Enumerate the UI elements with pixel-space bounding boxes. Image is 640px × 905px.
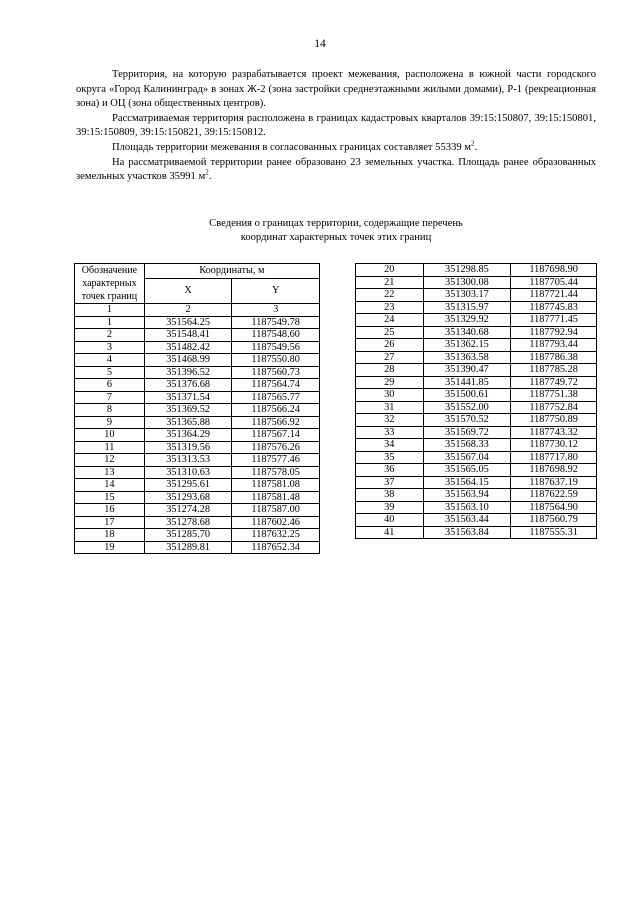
column-number: 3 <box>232 304 320 317</box>
point-number: 33 <box>356 426 424 439</box>
table-row <box>356 414 597 427</box>
x-coordinate: 351570.52 <box>423 414 511 427</box>
x-coordinate: 351285.70 <box>144 529 232 542</box>
table-row <box>75 466 320 479</box>
y-coordinate: 1187793.44 <box>511 339 597 352</box>
point-number: 16 <box>75 504 145 517</box>
designation-header: Обозначение характерных точек границ <box>75 264 145 304</box>
x-coordinate: 351548.41 <box>144 329 232 342</box>
x-coordinate: 351552.00 <box>423 401 511 414</box>
table-row <box>356 289 597 302</box>
table-row <box>75 529 320 542</box>
x-coordinate: 351278.68 <box>144 516 232 529</box>
point-number: 40 <box>356 514 424 527</box>
y-coordinate: 1187566.24 <box>232 404 320 417</box>
x-coordinate: 351295.61 <box>144 479 232 492</box>
column-number: 1 <box>75 304 145 317</box>
x-coordinate: 351363.58 <box>423 351 511 364</box>
x-coordinate: 351563.10 <box>423 501 511 514</box>
point-number: 28 <box>356 364 424 377</box>
y-header: Y <box>232 279 320 304</box>
x-coordinate: 351274.28 <box>144 504 232 517</box>
x-coordinate: 351376.68 <box>144 379 232 392</box>
y-coordinate: 1187743.32 <box>511 426 597 439</box>
paragraph-formed-plots: На рассматриваемой территории ранее образовано 23 земельных участка. Площадь ранее образованных земельных участков 35991 $м^2$. <box>76 156 596 183</box>
point-number: 23 <box>356 301 424 314</box>
x-coordinate: 351364.29 <box>144 429 232 442</box>
x-coordinate: 351468.99 <box>144 354 232 367</box>
body-text <box>76 68 596 185</box>
table-row <box>356 464 597 477</box>
column-number-row <box>75 304 320 317</box>
table-row <box>75 404 320 417</box>
x-coordinate: 351310.63 <box>144 466 232 479</box>
point-number: 32 <box>356 414 424 427</box>
table-row <box>356 364 597 377</box>
table-row <box>356 514 597 527</box>
table-caption <box>76 217 596 245</box>
table-row <box>356 276 597 289</box>
table-row <box>356 526 597 539</box>
x-coordinate: 351303.17 <box>423 289 511 302</box>
y-coordinate: 1187576.26 <box>232 441 320 454</box>
coordinates-table-right <box>355 263 597 539</box>
unit-superscript: 2 <box>471 139 475 148</box>
table-row <box>75 416 320 429</box>
x-coordinate: 351563.44 <box>423 514 511 527</box>
y-coordinate: 1187567.14 <box>232 429 320 442</box>
table-row <box>356 489 597 502</box>
x-coordinate: 351329.92 <box>423 314 511 327</box>
x-coordinate: 351482.42 <box>144 341 232 354</box>
point-number: 14 <box>75 479 145 492</box>
point-number: 21 <box>356 276 424 289</box>
table-row <box>75 391 320 404</box>
point-number: 19 <box>75 541 145 554</box>
table-row <box>356 401 597 414</box>
x-coordinate: 351568.33 <box>423 439 511 452</box>
x-coordinate: 351313.53 <box>144 454 232 467</box>
point-number: 24 <box>356 314 424 327</box>
y-coordinate: 1187560.79 <box>511 514 597 527</box>
y-coordinate: 1187705.44 <box>511 276 597 289</box>
point-number: 34 <box>356 439 424 452</box>
table-row <box>356 351 597 364</box>
y-coordinate: 1187564.90 <box>511 501 597 514</box>
y-coordinate: 1187717.80 <box>511 451 597 464</box>
point-number: 36 <box>356 464 424 477</box>
y-coordinate: 1187566.92 <box>232 416 320 429</box>
column-number: 2 <box>144 304 232 317</box>
y-coordinate: 1187785.28 <box>511 364 597 377</box>
y-coordinate: 1187581.08 <box>232 479 320 492</box>
table-row <box>75 541 320 554</box>
coordinates-table-left <box>74 263 320 554</box>
table-row <box>75 441 320 454</box>
boundary-area-text: Площадь территории межевания в согласованных границах составляет 55339 м <box>112 141 472 153</box>
point-number: 31 <box>356 401 424 414</box>
y-coordinate: 1187550.80 <box>232 354 320 367</box>
y-coordinate: 1187730.12 <box>511 439 597 452</box>
table-row <box>75 366 320 379</box>
point-number: 10 <box>75 429 145 442</box>
table-row <box>356 439 597 452</box>
table-row <box>356 476 597 489</box>
x-coordinate: 351564.25 <box>144 316 232 329</box>
point-number: 35 <box>356 451 424 464</box>
point-number: 22 <box>356 289 424 302</box>
table-row <box>75 379 320 392</box>
y-coordinate: 1187786.38 <box>511 351 597 364</box>
x-coordinate: 351563.84 <box>423 526 511 539</box>
y-coordinate: 1187637.19 <box>511 476 597 489</box>
table-row <box>356 501 597 514</box>
y-coordinate: 1187632.25 <box>232 529 320 542</box>
x-coordinate: 351315.97 <box>423 301 511 314</box>
y-coordinate: 1187581.48 <box>232 491 320 504</box>
x-coordinate: 351396.52 <box>144 366 232 379</box>
x-coordinate: 351564.15 <box>423 476 511 489</box>
y-coordinate: 1187602.46 <box>232 516 320 529</box>
x-coordinate: 351565.05 <box>423 464 511 477</box>
x-coordinate: 351298.85 <box>423 264 511 277</box>
point-number: 13 <box>75 466 145 479</box>
y-coordinate: 1187565.77 <box>232 391 320 404</box>
table-row <box>75 491 320 504</box>
y-coordinate: 1187560.73 <box>232 366 320 379</box>
table-header-row <box>75 264 320 279</box>
point-number: 3 <box>75 341 145 354</box>
y-coordinate: 1187721.44 <box>511 289 597 302</box>
y-coordinate: 1187555.31 <box>511 526 597 539</box>
point-number: 41 <box>356 526 424 539</box>
x-header: X <box>144 279 232 304</box>
y-coordinate: 1187750.89 <box>511 414 597 427</box>
table-row <box>75 329 320 342</box>
point-number: 1 <box>75 316 145 329</box>
table-row <box>75 479 320 492</box>
x-coordinate: 351441.85 <box>423 376 511 389</box>
table-row <box>356 451 597 464</box>
x-coordinate: 351300.08 <box>423 276 511 289</box>
point-number: 27 <box>356 351 424 364</box>
table-row <box>75 316 320 329</box>
point-number: 37 <box>356 476 424 489</box>
point-number: 6 <box>75 379 145 392</box>
point-number: 12 <box>75 454 145 467</box>
point-number: 17 <box>75 516 145 529</box>
y-coordinate: 1187752.84 <box>511 401 597 414</box>
table-row <box>75 354 320 367</box>
point-number: 25 <box>356 326 424 339</box>
point-number: 30 <box>356 389 424 402</box>
page-number: 14 <box>314 38 326 50</box>
x-coordinate: 351390.47 <box>423 364 511 377</box>
y-coordinate: 1187564.74 <box>232 379 320 392</box>
x-coordinate: 351371.54 <box>144 391 232 404</box>
x-coordinate: 351340.68 <box>423 326 511 339</box>
point-number: 5 <box>75 366 145 379</box>
y-coordinate: 1187587.00 <box>232 504 320 517</box>
y-coordinate: 1187578.05 <box>232 466 320 479</box>
caption-line-2: координат характерных точек этих границ <box>240 232 432 244</box>
formed-plots-text: На рассматриваемой территории ранее образовано 23 земельных участка. Площадь ранее образованных земельных участков 35991 м <box>76 156 596 183</box>
x-coordinate: 351569.72 <box>423 426 511 439</box>
paragraph-cadastral: Рассматриваемая территория расположена в границах кадастровых кварталов 39:15:150807, 39:15:150801, 39:15:150809, 39:15:150821, 39:15:150812. <box>76 112 596 139</box>
x-coordinate: 351289.81 <box>144 541 232 554</box>
y-coordinate: 1187622.59 <box>511 489 597 502</box>
caption-line-1: Сведения о границах территории, содержащие перечень <box>209 218 463 229</box>
point-number: 8 <box>75 404 145 417</box>
x-coordinate: 351362.15 <box>423 339 511 352</box>
point-number: 26 <box>356 339 424 352</box>
y-coordinate: 1187548.60 <box>232 329 320 342</box>
point-number: 20 <box>356 264 424 277</box>
y-coordinate: 1187749.72 <box>511 376 597 389</box>
y-coordinate: 1187549.56 <box>232 341 320 354</box>
point-number: 39 <box>356 501 424 514</box>
y-coordinate: 1187745.83 <box>511 301 597 314</box>
point-number: 38 <box>356 489 424 502</box>
y-coordinate: 1187792.94 <box>511 326 597 339</box>
point-number: 9 <box>75 416 145 429</box>
table-row <box>356 426 597 439</box>
paragraph-location: Территория, на которую разрабатывается проект межевания, расположена в южной части городского округа «Город Калининград» в зонах Ж-2 (зона застройки среднеэтажными жилыми домами), Р-1 (рекреационная зона) и ОЦ (зона общественных центров). <box>76 69 596 110</box>
table-row <box>356 301 597 314</box>
table-row <box>356 314 597 327</box>
table-row <box>356 264 597 277</box>
table-row <box>75 504 320 517</box>
point-number: 4 <box>75 354 145 367</box>
unit-superscript: 2 <box>205 168 209 177</box>
point-number: 2 <box>75 329 145 342</box>
table-row <box>356 376 597 389</box>
x-coordinate: 351293.68 <box>144 491 232 504</box>
y-coordinate: 1187751.38 <box>511 389 597 402</box>
point-number: 15 <box>75 491 145 504</box>
y-coordinate: 1187698.90 <box>511 264 597 277</box>
paragraph-boundary-area: Площадь территории межевания в согласованных границах составляет 55339 $м^2$. <box>112 139 478 153</box>
y-coordinate: 1187549.78 <box>232 316 320 329</box>
table-row <box>356 339 597 352</box>
x-coordinate: 351567.04 <box>423 451 511 464</box>
table-row <box>356 326 597 339</box>
x-coordinate: 351369.52 <box>144 404 232 417</box>
table-row <box>75 341 320 354</box>
table-row <box>356 389 597 402</box>
table-row <box>75 454 320 467</box>
x-coordinate: 351319.56 <box>144 441 232 454</box>
point-number: 18 <box>75 529 145 542</box>
y-coordinate: 1187652.34 <box>232 541 320 554</box>
point-number: 11 <box>75 441 145 454</box>
coordinates-header: Координаты, м <box>144 264 319 279</box>
table-row <box>75 429 320 442</box>
x-coordinate: 351500.61 <box>423 389 511 402</box>
y-coordinate: 1187698.92 <box>511 464 597 477</box>
point-number: 29 <box>356 376 424 389</box>
x-coordinate: 351563.94 <box>423 489 511 502</box>
y-coordinate: 1187771.45 <box>511 314 597 327</box>
x-coordinate: 351365.88 <box>144 416 232 429</box>
y-coordinate: 1187577.46 <box>232 454 320 467</box>
point-number: 7 <box>75 391 145 404</box>
table-row <box>75 516 320 529</box>
